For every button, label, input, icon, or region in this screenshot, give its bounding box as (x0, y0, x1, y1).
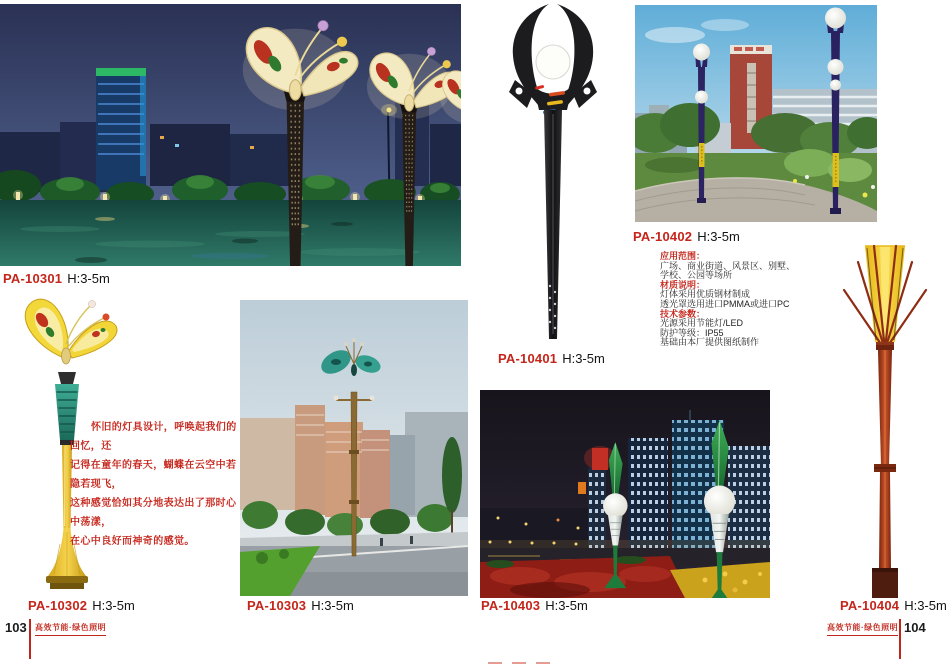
footer-divider-left (29, 619, 31, 659)
spec-line: 广场、商业街道、风景区、别墅、 (660, 260, 796, 271)
product-code: PA-10402 (633, 229, 693, 244)
spec-title-application: 应用范围： (660, 251, 706, 261)
product-render-pa-10404 (838, 238, 933, 600)
page-number-left: 103 (5, 620, 27, 635)
product-label-pa-10303 (247, 598, 354, 613)
product-code: PA-10301 (3, 271, 63, 286)
product-code: PA-10303 (247, 598, 307, 613)
description-line: 这种感觉恰如其分地表达出了那时心中荡漾， (70, 498, 237, 528)
product-code: PA-10403 (481, 598, 541, 613)
description-text (70, 418, 242, 551)
product-label-pa-10301 (3, 271, 110, 286)
product-height: H:3-5m (92, 598, 135, 613)
spec-line: 灯体采用优质钢材制成 (660, 289, 751, 300)
product-label-pa-10403 (481, 598, 588, 613)
footer-slogan-left: 高效节能·绿色照明 (35, 622, 106, 636)
product-height: H:3-5m (697, 229, 740, 244)
spec-line: 防护等级：IP55 (660, 327, 724, 338)
footer-slogan-right: 高效节能·绿色照明 (827, 622, 898, 636)
description-line: 记得在童年的春天，蝴蝶在云空中若隐若现飞， (70, 460, 237, 490)
product-label-pa-10402 (633, 229, 740, 244)
product-height: H:3-5m (67, 271, 110, 286)
product-label-pa-10401 (498, 351, 605, 366)
product-photo-pa-10403 (480, 390, 770, 598)
spec-text (660, 252, 840, 348)
product-label-pa-10404 (840, 598, 947, 613)
page-edge-marks (488, 662, 550, 664)
footer-divider-right (899, 619, 901, 659)
spec-line: 光源采用节能灯/LED (660, 318, 744, 329)
description-line: 在心中良好而神奇的感觉。 (70, 536, 195, 547)
page-number-right: 104 (904, 620, 926, 635)
product-photo-pa-10303 (240, 300, 468, 596)
product-code: PA-10404 (840, 598, 900, 613)
product-height: H:3-5m (545, 598, 588, 613)
spec-title-material: 材质说明： (660, 279, 706, 290)
product-code: PA-10401 (498, 351, 558, 366)
description-line: 怀旧的灯具设计，呼唤起我们的回忆，还 (70, 422, 237, 452)
spec-line: 透光罩选用进口PMMA或进口PC (660, 298, 790, 309)
product-label-pa-10302 (28, 598, 135, 613)
spec-title-tech: 技术参数： (660, 308, 706, 319)
product-code: PA-10302 (28, 598, 88, 613)
product-photo-pa-10402 (635, 5, 877, 222)
spec-line: 基础由本厂提供图纸制作 (660, 337, 760, 348)
spec-line: 学校、公园等场所 (660, 270, 733, 281)
product-photo-pa-10301 (0, 4, 461, 266)
product-height: H:3-5m (904, 598, 947, 613)
product-height: H:3-5m (311, 598, 354, 613)
product-height: H:3-5m (562, 351, 605, 366)
product-render-pa-10401 (483, 4, 623, 344)
